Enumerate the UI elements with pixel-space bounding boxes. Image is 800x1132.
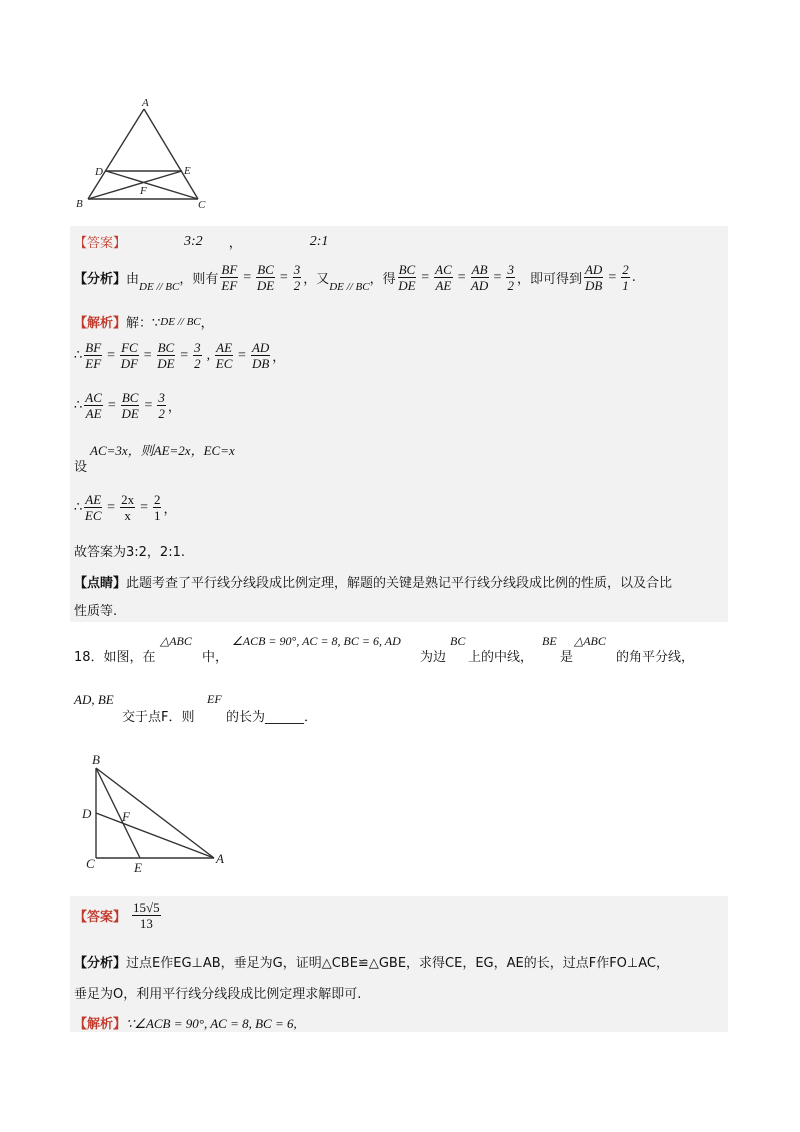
fraction: $\frac{2}{1}$ <box>153 492 161 523</box>
condition-de-parallel-bc: DE // BC <box>329 280 370 293</box>
segment-be: BE <box>542 634 557 648</box>
therefore-symbol: ∴ <box>74 348 83 363</box>
therefore-symbol: ∴ <box>74 398 83 413</box>
point-label-D: D <box>95 166 103 178</box>
solution-text: ∵∠ACB = 90°, AC = 8, BC = 6, <box>126 1016 297 1031</box>
triangle-abc: △ABC <box>160 634 192 648</box>
analysis-line-18b: 垂足为O，利用平行线分线段成比例定理求解即可. <box>74 987 362 1002</box>
question-text: 的长为______． <box>226 710 318 725</box>
point-label-C: C <box>86 856 95 871</box>
point-label-F: F <box>122 809 130 824</box>
conclusion-17: 故答案为3:2，2:1. <box>74 545 185 560</box>
analysis-line-17: 【分析】 由 DE // BC ，则有 $\frac{BF}{EF}$ = $\frac{BC}{DE}$ = $\frac{3}{2}$ ，又 DE // BC ，得 $\frac{BC}{DE}$ = $\frac{AC}{AE}$ = $\frac{AB}{AD}$ = $\frac{3}{2}$ ，即可得到 $\frac{AD}{DB}$ = $\frac{2}{1}$ . <box>74 262 636 293</box>
triangle-abc: △ABC <box>574 634 606 648</box>
solution-label: 【解析】 <box>74 1017 127 1032</box>
figure-right-triangle <box>74 748 244 880</box>
solution-line-17 <box>74 312 214 331</box>
fraction: $\frac{3}{2}$ <box>158 390 165 421</box>
fraction: $\frac{AB}{AD}$ <box>470 262 489 293</box>
fraction: $\frac{AD}{DB}$ <box>584 262 603 293</box>
fraction: $\frac{BC}{DE}$ <box>121 390 139 421</box>
question-18-line-1 <box>74 632 734 666</box>
point-label-A: A <box>142 97 149 109</box>
question-text: 的角平分线， <box>616 650 695 665</box>
point-label-D: D <box>82 806 92 821</box>
analysis-text: 过点E作EG⊥AB，垂足为G，证明△CBE≌△GBE，求得CE，EG，AE的长，过点F作FO⊥AC， <box>126 956 669 971</box>
solution-line-18 <box>74 1013 297 1032</box>
fraction: $\frac{AC}{AE}$ <box>85 390 102 421</box>
segment-ef: EF <box>207 692 222 706</box>
point-label-E: E <box>134 860 142 875</box>
question-text: 交于点F．则 <box>122 710 195 725</box>
solution-text: ， <box>167 400 181 415</box>
analysis-text: 由 <box>126 272 140 287</box>
fraction: $\frac{AD}{DB}$ <box>251 340 270 371</box>
fraction: $\frac{AE}{EC}$ <box>215 340 233 371</box>
analysis-text: ，则有 <box>179 272 219 287</box>
point-label-C: C <box>198 199 206 210</box>
question-18-line-2 <box>74 690 474 724</box>
condition-de-parallel-bc: DE // BC <box>139 280 180 293</box>
fraction: $\frac{BC}{DE}$ <box>398 262 416 293</box>
question-text: 上的中线， <box>468 650 534 665</box>
answer-separator: ， <box>228 236 242 251</box>
question-number: 18．如图，在 <box>74 650 156 665</box>
set-equation: AC=3x，则AE=2x，EC=x <box>90 443 235 458</box>
comment-text: 此题考查了平行线分线段成比例定理，解题的关键是熟记平行线分线段成比例的性质，以及合比 <box>126 576 673 591</box>
fraction: $\frac{FC}{DF}$ <box>120 340 139 371</box>
figure-triangle-de-parallel-bc <box>70 95 210 210</box>
analysis-label: 【分析】 <box>74 956 127 971</box>
solution-step-1: ∴ $\frac{BF}{EF}$ = $\frac{FC}{DF}$ = $\frac{BC}{DE}$ = $\frac{3}{2}$ , $\frac{AE}{EC}$ = $\frac{AD}{DB}$ ， <box>74 340 286 371</box>
point-label-B: B <box>92 752 100 767</box>
fraction: $\frac{BC}{DE}$ <box>256 262 275 293</box>
comment-line-1 <box>74 572 672 591</box>
solution-text: ， <box>163 502 177 517</box>
analysis-text: ，即可得到 <box>516 272 582 287</box>
solution-text: ， <box>200 316 214 331</box>
analysis-label: 【分析】 <box>74 272 127 287</box>
question-text: 为边 <box>420 650 447 665</box>
fraction: $\frac{BF}{EF}$ <box>85 340 102 371</box>
comment-label: 【点睛】 <box>74 576 127 591</box>
fraction: $\frac{BF}{EF}$ <box>221 262 238 293</box>
answer-fraction: $\frac{15√5}{13}$ <box>133 900 160 931</box>
analysis-line-18a <box>74 952 669 971</box>
fraction: $\frac{2x}{x}$ <box>121 492 135 523</box>
fraction: $\frac{3}{2}$ <box>293 262 301 293</box>
analysis-text: ，得 <box>369 272 396 287</box>
answer-value-2: 2:1 <box>309 233 329 249</box>
analysis-text: . <box>631 270 636 285</box>
condition-de-parallel-bc: DE // BC <box>160 315 201 328</box>
therefore-symbol: ∴ <box>74 500 83 515</box>
answer-value-1: 3:2 <box>184 233 203 249</box>
side-bc: BC <box>450 634 466 648</box>
fraction: $\frac{BC}{DE}$ <box>157 340 175 371</box>
solution-text: ， <box>272 350 286 365</box>
comment-line-2: 性质等. <box>74 604 118 619</box>
answer-label: 【答案】 <box>74 910 127 925</box>
point-label-E: E <box>184 165 191 177</box>
set-word: 设 <box>74 460 88 475</box>
solution-text: 解：∵ <box>126 316 161 331</box>
solution-step-3: ∴ $\frac{AE}{EC}$ = $\frac{2x}{x}$ = $\frac{2}{1}$ ， <box>74 492 177 523</box>
fraction: $\frac{3}{2}$ <box>507 262 514 293</box>
segments-ad-be: AD, BE <box>74 692 114 707</box>
point-label-F: F <box>140 185 147 197</box>
analysis-text: ，又 <box>303 272 330 287</box>
question-text: 是 <box>560 650 574 665</box>
fraction: $\frac{3}{2}$ <box>194 340 201 371</box>
answer-line-18 <box>74 900 163 931</box>
question-text: 中， <box>202 650 229 665</box>
solution-step-2: ∴ $\frac{AC}{AE}$ = $\frac{BC}{DE}$ = $\frac{3}{2}$ ， <box>74 390 181 421</box>
point-label-A: A <box>216 851 224 866</box>
fraction: $\frac{AC}{AE}$ <box>435 262 452 293</box>
fraction: $\frac{2}{1}$ <box>622 262 629 293</box>
answer-label: 【答案】 <box>74 236 127 251</box>
given-conditions: ∠ACB = 90°, AC = 8, BC = 6, AD <box>232 634 401 648</box>
fraction: $\frac{AE}{EC}$ <box>84 492 102 523</box>
solution-label: 【解析】 <box>74 316 127 331</box>
point-label-B: B <box>76 198 83 210</box>
answer-line-17 <box>74 232 328 251</box>
